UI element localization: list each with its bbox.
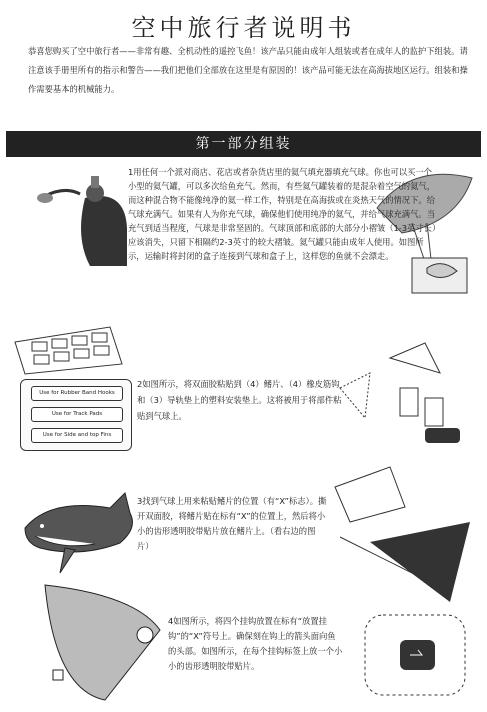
step-1-text: 1用任何一个派对商店、花店或者杂货店里的氦气填充器填充气球。你也可以买一个小型的氦气罐，可以多次给鱼充气。然而，有些氦气罐装着的是混杂着空气的氦气，而这种混合物不能像纯净的氦一样工作，特别是在高海拔或在炎热天气的情况下。给气球充满气。如果有人为你充气球，确保他们使用纯净的氦气，并给气球充满气。当充气到适当程度，气球是非常坚固的。气球顶部和底部的大部分小褶皱（1-3英寸长）应该消失，只留下相隔约2-3英寸的较大褶皱。氦气罐只能由成年人使用。如图所示，运输时将封闭的盒子连接到气球和盒子上，这样您的鱼就不会漂走。 <box>128 167 437 261</box>
step-3-text: 3找到气球上用来粘贴鳍片的位置（有“X”标志）。撕开双面胶，将鳍片贴在标有“X”的位置上，然后将小小的齿形透明胶带贴片放在鳍片上。（看右边的图片） <box>137 496 327 551</box>
step-4-text: 4如图所示，将四个挂钩放置在标有“放置挂钩”的“X”符号上。确保刻在钩上的箭头面向鱼的头部。如图所示，在每个挂钩标签上放一个小小的齿形透明胶带贴片。 <box>168 616 343 671</box>
intro-paragraph: 恭喜您购买了空中旅行者——非常有趣、全机动性的遥控飞鱼！该产品只能由成年人组装或者在成年人的监护下组装。请注意该手册里所有的指示和警告——我们把他们全部放在这里是有原因的！该产品可能无法在高海拔地区运行。组装和操作需要基本的机械能力。 <box>28 46 468 94</box>
tape-sheet-illustration <box>10 322 125 377</box>
fins-and-hooks-illustration <box>330 328 480 453</box>
page-title: 空中旅行者说明书 <box>131 14 356 42</box>
fin-placement-illustration <box>330 462 480 612</box>
helium-tank-illustration <box>35 168 130 268</box>
mounting-pads-card <box>20 379 132 451</box>
track-pads-label: Use for Track Pads <box>31 407 123 422</box>
balloon-hook-illustration <box>25 575 165 705</box>
side-top-fins-label: Use for Side and top Fins <box>31 428 123 443</box>
section-heading: 第一部分组装 <box>6 131 481 157</box>
rubber-band-hooks-label: Use for Rubber Band Hooks <box>31 386 123 401</box>
hook-detail-illustration <box>360 610 475 705</box>
step-2-text: 2如图所示，将双面胶粘贴到（4）鳍片、（4）橡皮筋钩和（3）导轨垫上的塑料安装垫上。这将被用于将部件粘贴到气球上。 <box>137 379 342 421</box>
shark-balloon-illustration <box>20 488 140 578</box>
